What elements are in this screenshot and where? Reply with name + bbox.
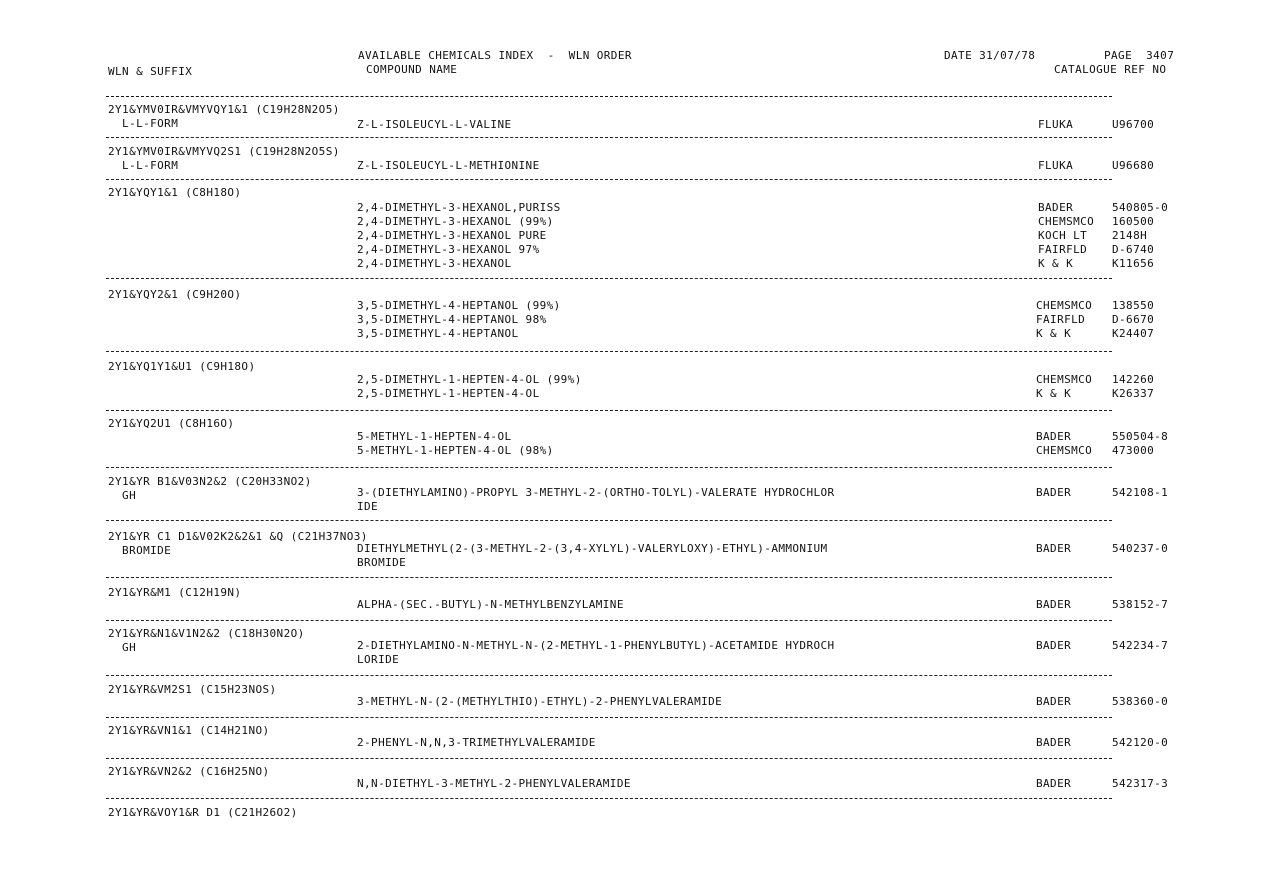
entry-suppliers <box>1036 542 1071 556</box>
compound-name: BROMIDE <box>357 556 407 569</box>
header-date: DATE 31/07/78 <box>944 49 1036 62</box>
supplier: BADER <box>1036 639 1072 652</box>
wln-line: 2Y1&YR&VM2S1 (C15H23NOS) <box>108 683 277 696</box>
supplier: CHEMSMCO <box>1036 299 1093 312</box>
header-wln-suffix: WLN & SUFFIX <box>108 65 193 78</box>
header-title: AVAILABLE CHEMICALS INDEX - WLN ORDER <box>358 49 632 62</box>
wln-line: 2Y1&YQ2U1 (C8H16O) <box>108 417 235 430</box>
supplier: BADER <box>1036 430 1072 443</box>
entry-divider <box>106 717 1112 718</box>
catalogue-ref: D-6740 <box>1112 243 1155 256</box>
supplier: BADER <box>1036 695 1072 708</box>
entry-refs <box>1112 695 1168 709</box>
supplier: KOCH LT <box>1038 229 1088 242</box>
entry-suppliers <box>1036 736 1071 750</box>
supplier: FLUKA <box>1038 118 1074 131</box>
entry-suppliers <box>1036 695 1071 709</box>
wln-line: 2Y1&YR&M1 (C12H19N) <box>108 586 242 599</box>
catalogue-ref: 538360-0 <box>1112 695 1169 708</box>
compound-name: Z-L-ISOLEUCYL-L-METHIONINE <box>357 159 540 172</box>
entry-wln <box>108 586 241 600</box>
compound-name: 3-METHYL-N-(2-(METHYLTHIO)-ETHYL)-2-PHENYLVALERAMIDE <box>357 695 723 708</box>
compound-name: 2,4-DIMETHYL-3-HEXANOL (99%) <box>357 215 554 228</box>
catalogue-ref: 542108-1 <box>1112 486 1169 499</box>
compound-name: ALPHA-(SEC.-BUTYL)-N-METHYLBENZYLAMINE <box>357 598 624 611</box>
catalogue-ref: 160500 <box>1112 215 1155 228</box>
catalogue-ref: U96700 <box>1112 118 1155 131</box>
wln-line: 2Y1&YR&VOY1&R D1 (C21H26O2) <box>108 806 298 819</box>
compound-name: 2,4-DIMETHYL-3-HEXANOL PURE <box>357 229 547 242</box>
supplier: BADER <box>1036 486 1072 499</box>
entry-names <box>357 736 596 750</box>
supplier: BADER <box>1036 777 1072 790</box>
entry-divider <box>106 467 1112 468</box>
entry-wln <box>108 806 298 820</box>
wln-line: 2Y1&YR B1&V03N2&2 (C20H33NO2) <box>108 475 312 488</box>
supplier: BADER <box>1036 598 1072 611</box>
compound-name: Z-L-ISOLEUCYL-L-VALINE <box>357 118 512 131</box>
entry-names <box>357 118 512 132</box>
catalogue-ref: 142260 <box>1112 373 1155 386</box>
entry-refs <box>1112 777 1168 791</box>
entry-wln <box>108 530 368 558</box>
entry-names <box>357 201 561 271</box>
entry-names <box>357 639 835 667</box>
supplier: CHEMSMCO <box>1036 373 1093 386</box>
entry-suppliers <box>1036 639 1071 653</box>
entry-divider <box>106 278 1112 279</box>
entry-refs <box>1112 118 1154 132</box>
catalogue-ref: 473000 <box>1112 444 1155 457</box>
catalogue-ref: U96680 <box>1112 159 1155 172</box>
compound-name: 2,4-DIMETHYL-3-HEXANOL,PURISS <box>357 201 561 214</box>
entry-suppliers <box>1036 777 1071 791</box>
supplier: BADER <box>1036 542 1072 555</box>
supplier: CHEMSMCO <box>1038 215 1095 228</box>
entry-names <box>357 373 582 401</box>
entry-wln <box>108 765 270 779</box>
wln-line: L-L-FORM <box>108 117 179 130</box>
entry-wln <box>108 103 340 131</box>
entry-names <box>357 159 540 173</box>
header-compound-name: COMPOUND NAME <box>366 63 458 76</box>
wln-line: GH <box>108 489 137 502</box>
catalogue-ref: 538152-7 <box>1112 598 1169 611</box>
entry-wln <box>108 683 277 697</box>
entry-names <box>357 542 828 570</box>
entry-refs <box>1112 486 1168 500</box>
compound-name: N,N-DIETHYL-3-METHYL-2-PHENYLVALERAMIDE <box>357 777 631 790</box>
catalogue-ref: 542234-7 <box>1112 639 1169 652</box>
entry-names <box>357 598 624 612</box>
wln-line: 2Y1&YR C1 D1&V02K2&2&1 &Q (C21H37NO3) <box>108 530 368 543</box>
wln-line: BROMIDE <box>108 544 172 557</box>
entry-suppliers <box>1036 598 1071 612</box>
catalogue-ref: K26337 <box>1112 387 1155 400</box>
wln-line: 2Y1&YR&VN1&1 (C14H21NO) <box>108 724 270 737</box>
entry-wln <box>108 724 270 738</box>
entry-refs <box>1112 542 1168 556</box>
entry-divider <box>106 179 1112 180</box>
entry-suppliers <box>1036 486 1071 500</box>
wln-line: 2Y1&YQY1&1 (C8H18O) <box>108 186 242 199</box>
entry-refs <box>1112 736 1168 750</box>
wln-line: 2Y1&YR&N1&V1N2&2 (C18H30N2O) <box>108 627 305 640</box>
supplier: FAIRFLD <box>1036 313 1086 326</box>
compound-name: 3,5-DIMETHYL-4-HEPTANOL <box>357 327 519 340</box>
entry-wln <box>108 145 340 173</box>
entry-names <box>357 299 561 341</box>
wln-line: 2Y1&YR&VN2&2 (C16H25NO) <box>108 765 270 778</box>
supplier: FAIRFLD <box>1038 243 1088 256</box>
entry-divider <box>106 410 1112 411</box>
compound-name: 2-PHENYL-N,N,3-TRIMETHYLVALERAMIDE <box>357 736 596 749</box>
entry-suppliers <box>1038 118 1073 132</box>
entry-divider <box>106 137 1112 138</box>
header-page: PAGE 3407 <box>1104 49 1175 62</box>
entry-refs <box>1112 201 1168 271</box>
entry-names <box>357 486 835 514</box>
wln-line: 2Y1&YQY2&1 (C9H20O) <box>108 288 242 301</box>
header-divider <box>106 96 1112 97</box>
wln-line: 2Y1&YMV0IR&VMYVQ2S1 (C19H28N2O5S) <box>108 145 340 158</box>
catalogue-ref: 542120-0 <box>1112 736 1169 749</box>
supplier: CHEMSMCO <box>1036 444 1093 457</box>
catalogue-ref: 2148H <box>1112 229 1148 242</box>
catalogue-ref: K11656 <box>1112 257 1155 270</box>
supplier: BADER <box>1038 201 1074 214</box>
entry-wln <box>108 288 241 302</box>
entry-wln <box>108 417 234 431</box>
entry-suppliers <box>1038 159 1073 173</box>
wln-line: 2Y1&YMV0IR&VMYVQY1&1 (C19H28N2O5) <box>108 103 340 116</box>
entry-refs <box>1112 430 1168 458</box>
entry-wln <box>108 627 305 655</box>
catalogue-ref: K24407 <box>1112 327 1155 340</box>
entry-wln <box>108 186 241 200</box>
entry-divider <box>106 351 1112 352</box>
entry-refs <box>1112 639 1168 653</box>
entry-divider <box>106 758 1112 759</box>
compound-name: 3,5-DIMETHYL-4-HEPTANOL 98% <box>357 313 547 326</box>
catalogue-ref: D-6670 <box>1112 313 1155 326</box>
entry-names <box>357 777 631 791</box>
header-catalogue-ref: CATALOGUE REF NO <box>1054 63 1167 76</box>
wln-line: GH <box>108 641 137 654</box>
compound-name: 2,5-DIMETHYL-1-HEPTEN-4-OL (99%) <box>357 373 582 386</box>
entry-suppliers <box>1038 201 1094 271</box>
compound-name: 2,4-DIMETHYL-3-HEXANOL 97% <box>357 243 540 256</box>
wln-line: L-L-FORM <box>108 159 179 172</box>
entry-refs <box>1112 299 1154 341</box>
entry-suppliers <box>1036 373 1092 401</box>
supplier: K & K <box>1036 327 1072 340</box>
compound-name: 5-METHYL-1-HEPTEN-4-OL <box>357 430 512 443</box>
compound-name: 3,5-DIMETHYL-4-HEPTANOL (99%) <box>357 299 561 312</box>
entry-wln <box>108 360 255 374</box>
catalogue-ref: 550504-8 <box>1112 430 1169 443</box>
entry-names <box>357 695 722 709</box>
compound-name: 2,4-DIMETHYL-3-HEXANOL <box>357 257 512 270</box>
catalogue-ref: 542317-3 <box>1112 777 1169 790</box>
supplier: K & K <box>1038 257 1074 270</box>
supplier: K & K <box>1036 387 1072 400</box>
entry-divider <box>106 577 1112 578</box>
supplier: BADER <box>1036 736 1072 749</box>
supplier: FLUKA <box>1038 159 1074 172</box>
entry-suppliers <box>1036 299 1092 341</box>
compound-name: IDE <box>357 500 379 513</box>
wln-line: 2Y1&YQ1Y1&U1 (C9H18O) <box>108 360 256 373</box>
entry-refs <box>1112 159 1154 173</box>
entry-refs <box>1112 373 1154 401</box>
catalogue-ref: 540237-0 <box>1112 542 1169 555</box>
compound-name: 2,5-DIMETHYL-1-HEPTEN-4-OL <box>357 387 540 400</box>
catalogue-ref: 138550 <box>1112 299 1155 312</box>
entry-divider <box>106 798 1112 799</box>
entry-divider <box>106 620 1112 621</box>
compound-name: DIETHYLMETHYL(2-(3-METHYL-2-(3,4-XYLYL)-VALERYLOXY)-ETHYL)-AMMONIUM <box>357 542 828 555</box>
compound-name: 3-(DIETHYLAMINO)-PROPYL 3-METHYL-2-(ORTHO-TOLYL)-VALERATE HYDROCHLOR <box>357 486 835 499</box>
entry-suppliers <box>1036 430 1092 458</box>
entry-divider <box>106 520 1112 521</box>
compound-name: 5-METHYL-1-HEPTEN-4-OL (98%) <box>357 444 554 457</box>
entry-names <box>357 430 554 458</box>
entry-refs <box>1112 598 1168 612</box>
catalogue-ref: 540805-0 <box>1112 201 1169 214</box>
entry-wln <box>108 475 312 503</box>
compound-name: LORIDE <box>357 653 400 666</box>
entry-divider <box>106 675 1112 676</box>
compound-name: 2-DIETHYLAMINO-N-METHYL-N-(2-METHYL-1-PHENYLBUTYL)-ACETAMIDE HYDROCH <box>357 639 835 652</box>
